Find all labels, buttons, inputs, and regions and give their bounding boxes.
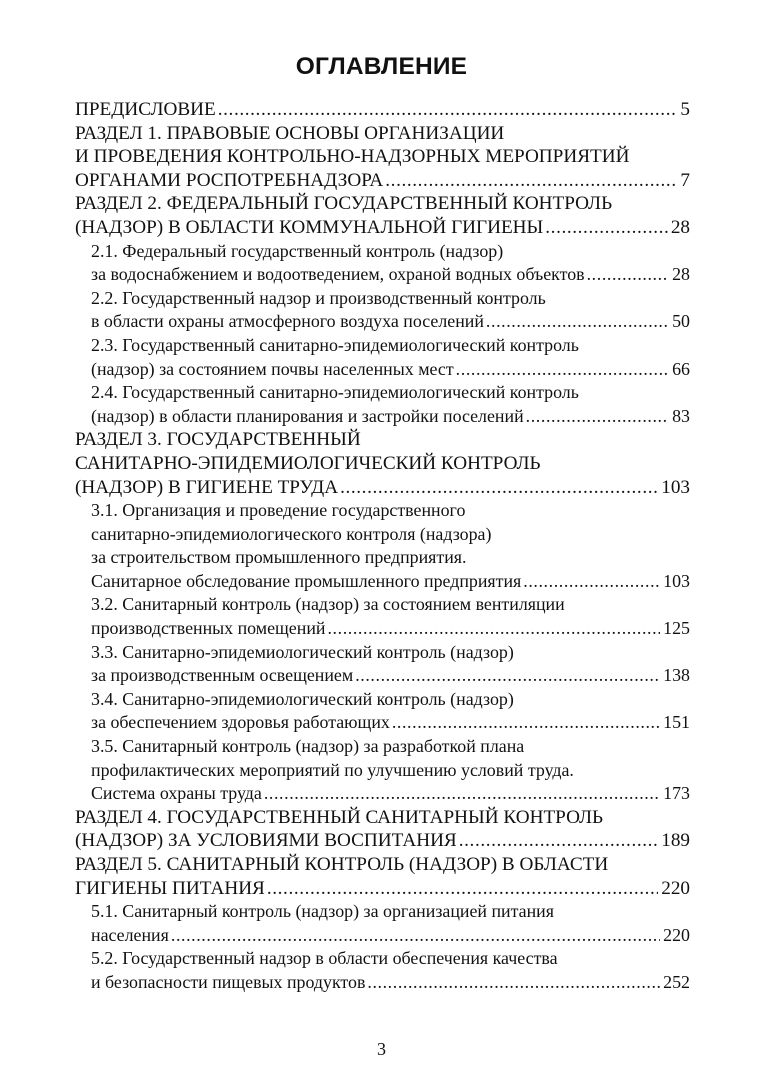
- dot-leader: [171, 924, 660, 948]
- toc-entry-line: ГИГИЕНЫ ПИТАНИЯ: [75, 877, 265, 899]
- toc-entry-line: 3.2. Санитарный контроль (надзор) за состоянием вентиляции: [91, 594, 565, 615]
- toc-entry-line: 5.1. Санитарный контроль (надзор) за организацией питания: [91, 901, 554, 922]
- toc-entry-line: И ПРОВЕДЕНИЯ КОНТРОЛЬНО-НАДЗОРНЫХ МЕРОПРИЯТИЙ: [75, 146, 630, 168]
- toc-entry-line: (надзор) в области планирования и застройки поселений: [91, 405, 524, 426]
- dot-leader: [340, 476, 658, 500]
- toc-entry-line: (НАДЗОР) ЗА УСЛОВИЯМИ ВОСПИТАНИЯ: [75, 830, 457, 852]
- toc-entry-last-line: [91, 711, 690, 735]
- toc-entry-last-line: [75, 829, 690, 853]
- toc-entry-last-line: [75, 476, 690, 500]
- dot-leader: [392, 711, 660, 735]
- toc-subsection-entry: [75, 499, 690, 593]
- dot-leader: [523, 570, 660, 594]
- toc-page-number: 50: [672, 311, 690, 332]
- toc-section-entry: [75, 98, 690, 122]
- dot-leader: [264, 782, 660, 806]
- toc-entry-line: РАЗДЕЛ 1. ПРАВОВЫЕ ОСНОВЫ ОРГАНИЗАЦИИ: [75, 122, 505, 144]
- toc-entry-line: санитарно-эпидемиологического контроля (надзора): [91, 523, 492, 544]
- table-of-contents: [75, 98, 690, 995]
- toc-page-number: 83: [672, 405, 690, 426]
- toc-page-number: 66: [672, 358, 690, 379]
- dot-leader: [367, 971, 660, 995]
- toc-entry-line: (НАДЗОР) В ГИГИЕНЕ ТРУДА: [75, 476, 339, 498]
- toc-entry-line: ПРЕДИСЛОВИЕ: [75, 99, 216, 120]
- toc-entry-last-line: [75, 169, 690, 193]
- dot-leader: [456, 358, 669, 382]
- toc-entry-line: и безопасности пищевых продуктов: [91, 971, 366, 992]
- toc-page-number: 5: [680, 99, 690, 120]
- toc-subsection-entry: [75, 240, 690, 287]
- toc-entry-line: 5.2. Государственный надзор в области обеспечения качества: [91, 948, 558, 969]
- toc-entry-last-line: [91, 782, 690, 806]
- toc-entry-last-line: [75, 98, 690, 122]
- dot-leader: [545, 216, 668, 240]
- toc-page-number: 189: [661, 830, 690, 852]
- toc-subsection-entry: [75, 287, 690, 334]
- toc-entry-line: ОРГАНАМИ РОСПОТРЕБНАДЗОРА: [75, 169, 384, 191]
- toc-entry-line: 2.4. Государственный санитарно-эпидемиологический контроль: [91, 382, 579, 403]
- toc-entry-line: в области охраны атмосферного воздуха поселений: [91, 311, 484, 332]
- toc-entry-line: профилактических мероприятий по улучшению условий труда.: [91, 759, 574, 780]
- toc-entry-line: 3.4. Санитарно-эпидемиологический контроль (надзор): [91, 688, 514, 709]
- dot-leader: [218, 98, 678, 122]
- toc-entry-last-line: [91, 971, 690, 995]
- toc-subsection-entry: [75, 900, 690, 947]
- toc-entry-line: за водоснабжением и водоотведением, охраной водных объектов: [91, 264, 585, 285]
- toc-entry-line: 2.3. Государственный санитарно-эпидемиологический контроль: [91, 334, 579, 355]
- toc-entry-last-line: [75, 216, 690, 240]
- toc-section-entry: [75, 853, 690, 900]
- toc-entry-line: производственных помещений: [91, 618, 326, 639]
- toc-entry-line: (надзор) за состоянием почвы населенных мест: [91, 358, 454, 379]
- dot-leader: [385, 169, 677, 193]
- toc-page-number: 252: [663, 971, 690, 992]
- toc-entry-last-line: [91, 664, 690, 688]
- toc-entry-last-line: [91, 924, 690, 948]
- toc-entry-line: РАЗДЕЛ 4. ГОСУДАРСТВЕННЫЙ САНИТАРНЫЙ КОНТРОЛЬ: [75, 806, 604, 828]
- toc-entry-last-line: [91, 570, 690, 594]
- toc-entry-last-line: [75, 877, 690, 901]
- toc-page-number: 28: [670, 216, 690, 238]
- dot-leader: [267, 877, 658, 901]
- toc-page-number: 28: [672, 264, 690, 285]
- dot-leader: [486, 310, 669, 334]
- toc-entry-line: РАЗДЕЛ 2. ФЕДЕРАЛЬНЫЙ ГОСУДАРСТВЕННЫЙ КОНТРОЛЬ: [75, 193, 613, 215]
- toc-subsection-entry: [75, 688, 690, 735]
- toc-subsection-entry: [75, 641, 690, 688]
- dot-leader: [355, 664, 660, 688]
- toc-page-number: 173: [663, 783, 690, 804]
- toc-entry-line: за строительством промышленного предприятия.: [91, 547, 467, 568]
- toc-section-entry: [75, 122, 690, 193]
- toc-entry-line: РАЗДЕЛ 5. САНИТАРНЫЙ КОНТРОЛЬ (НАДЗОР) В ОБЛАСТИ: [75, 854, 609, 875]
- toc-page-number: 103: [661, 476, 690, 498]
- toc-page-number: 151: [663, 712, 690, 733]
- toc-subsection-entry: [75, 593, 690, 640]
- dot-leader: [327, 617, 660, 641]
- dot-leader: [526, 405, 669, 429]
- toc-entry-line: населения: [91, 924, 169, 945]
- toc-page-number: 138: [663, 665, 690, 686]
- page-number: 3: [377, 1039, 386, 1059]
- toc-entry-line: 3.3. Санитарно-эпидемиологический контроль (надзор): [91, 641, 514, 662]
- toc-entry-last-line: [91, 263, 690, 287]
- toc-page-number: 125: [663, 618, 690, 639]
- toc-entry-line: САНИТАРНО-ЭПИДЕМИОЛОГИЧЕСКИЙ КОНТРОЛЬ: [75, 452, 541, 474]
- toc-entry-last-line: [91, 405, 690, 429]
- toc-entry-line: Система охраны труда: [91, 783, 262, 804]
- toc-entry-line: Санитарное обследование промышленного предприятия: [91, 570, 522, 591]
- toc-subsection-entry: [75, 735, 690, 806]
- toc-entry-last-line: [91, 358, 690, 382]
- toc-page-number: 220: [661, 877, 690, 899]
- toc-entry-last-line: [91, 617, 690, 641]
- toc-section-entry: [75, 192, 690, 239]
- dot-leader: [587, 263, 670, 287]
- toc-entry-line: 2.1. Федеральный государственный контроль (надзор): [91, 240, 504, 261]
- toc-entry-line: 3.5. Санитарный контроль (надзор) за разработкой плана: [91, 736, 525, 757]
- toc-entry-line: РАЗДЕЛ 3. ГОСУДАРСТВЕННЫЙ: [75, 429, 361, 451]
- toc-page-number: 220: [663, 924, 690, 945]
- toc-entry-line: за обеспечением здоровья работающих: [91, 712, 390, 733]
- toc-entry-line: (НАДЗОР) В ОБЛАСТИ КОММУНАЛЬНОЙ ГИГИЕНЫ: [75, 216, 544, 238]
- toc-entry-last-line: [91, 310, 690, 334]
- toc-entry-line: 3.1. Организация и проведение государственного: [91, 500, 466, 521]
- dot-leader: [459, 829, 658, 853]
- toc-subsection-entry: [75, 334, 690, 381]
- toc-page-number: 7: [680, 169, 690, 191]
- page-title: ОГЛАВЛЕНИЕ: [295, 53, 468, 80]
- toc-entry-line: за производственным освещением: [91, 665, 354, 686]
- toc-section-entry: [75, 806, 690, 853]
- toc-subsection-entry: [75, 947, 690, 994]
- toc-entry-line: 2.2. Государственный надзор и производственный контроль: [91, 287, 546, 308]
- toc-subsection-entry: [75, 381, 690, 428]
- toc-page-number: 103: [663, 570, 690, 591]
- toc-section-entry: [75, 428, 690, 499]
